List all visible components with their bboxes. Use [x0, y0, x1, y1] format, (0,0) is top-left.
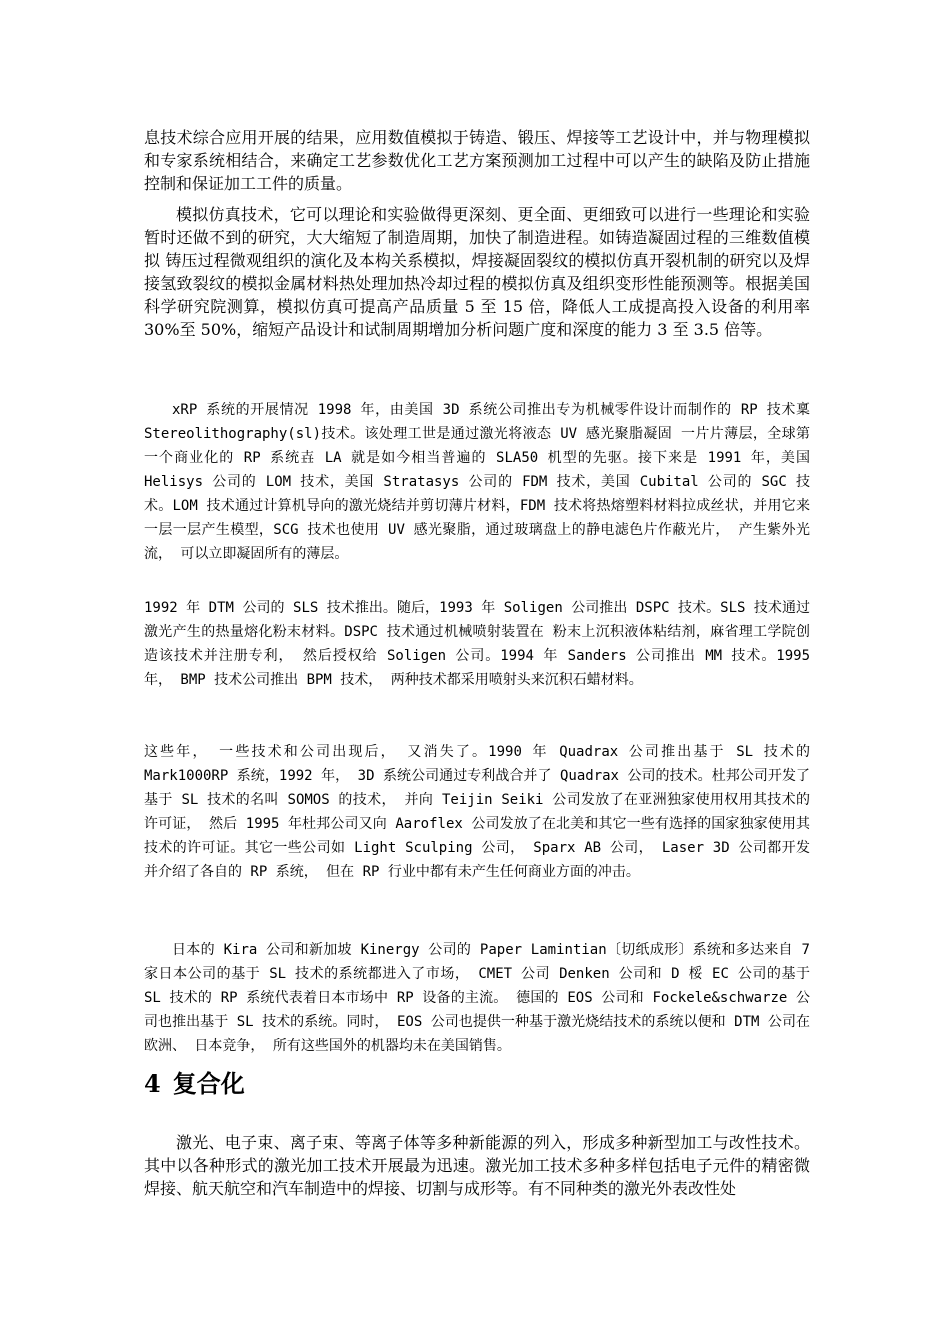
paragraph-japan-market: 日本的 Kira 公司和新加坡 Kinergy 公司的 Paper Lamintian〔切纸成形〕系统和多达来自 7 家日本公司的基于 SL 技术的系统都进入了市场， CMET 公司 Denken 公司和 D 桵 EC 公司的基于 SL 技术的 RP 系统代表着日本市场中 RP 设备的主流。 德国的 EOS 公司和 Fockele&schwarze 公司也推出基于 SL 技术的系统。同时， EOS 公司也提供一种基于激光烧结技术的系统以便和 DTM 公司在欧洲、 日本竞争， 所有这些国外的机器均未在美国销售。: [144, 942, 810, 1054]
paragraph-simulation-technology: 模拟仿真技术，它可以理论和实验做得更深刻、更全面、更细致可以进行一些理论和实验暂时还做不到的研究，大大缩短了制造周期，加快了制造进程。如铸造凝固过程的三维数值模拟 铸压过程微观组织的演化及本构关系模拟，焊接凝固裂纹的模拟仿真开裂机制的研究以及焊接氢致裂纹的模拟金属材料热处理加热冷却过程的模拟仿真及组织变形性能预测等。根据美国科学研究院测算，模拟仿真可提高产品质量 5 至 15 倍，降低人工成提高投入设备的利用率 30%至 50%，缩短产品设计和试制周期增加分析问题广度和深度的能力 3 至 3.5 倍等。: [144, 205, 810, 339]
paragraph-laser-processing: 激光、电子束、离子束、等离子体等多种新能源的列入，形成多种新型加工与改性技术。其中以各种形式的激光加工技术开展最为迅速。激光加工技术多种多样包括电子元件的精密微焊接、航天航空和汽车制造中的焊接、切割与成形等。有不同种类的激光外表改性处: [144, 1133, 810, 1198]
paragraph-simulation-result: 息技术综合应用开展的结果，应用数值模拟于铸造、锻压、焊接等工艺设计中，并与物理模拟和专家系统相结合，来确定工艺参数优化工艺方案预测加工过程中可以产生的缺陷及防止措施控制和保证加工工件的质量。: [144, 128, 810, 193]
section-title: 复合化: [172, 1069, 245, 1098]
paragraph-rp-development: xRP 系统的开展情况 1998 年，由美国 3D 系统公司推出专为机械零件设计而制作的 RP 技术稟 Stereolithography(sl)技术。该处理工世是通过激光将液态 UV 感光聚脂凝固 一片片薄层，全球第一个商业化的 RP 系统壵 LA 就是如今相当普遍的 SLA50 机型的先驱。接下来是 1991 年，美国 Helisys 公司的 LOM 技术，美国 Stratasys 公司的 FDM 技术，美国 Cubital 公司的 SGC 技术。LOM 技术通过计算机导向的激光烧结并剪切薄片材料，FDM 技术将热熔塑料材料拉成丝状，并用它来一层一层产生模型，SCG 技术也使用 UV 感光聚脂，通过玻璃盘上的静电滤色片作蔽光片， 产生紫外光流， 可以立即凝固所有的薄层。: [144, 402, 810, 562]
section-number: 4: [144, 1069, 161, 1098]
section-heading: [144, 1068, 245, 1100]
paragraph-dtm-sls: 1992 年 DTM 公司的 SLS 技术推出。随后，1993 年 Soligen 公司推出 DSPC 技术。SLS 技术通过激光产生的热量熔化粉末材料。DSPC 技术通过机械喷射装置在 粉末上沉积液体粘结剂，麻省理工学院创造该技术并注册专利， 然后授权给 Soligen 公司。1994 年 Sanders 公司推出 MM 技术。1995 年， BMP 技术公司推出 BPM 技术， 两种技术都采用喷射头来沉积石蜡材料。: [144, 600, 810, 688]
paragraph-companies-history: 这些年， 一些技术和公司出现后， 又消失了。1990 年 Quadrax 公司推出基于 SL 技术的 Mark1000RP 系统，1992 年， 3D 系统公司通过专利战合并了 Quadrax 公司的技术。杜邦公司开发了基于 SL 技术的名叫 SOMOS 的技术， 并向 Teijin Seiki 公司发放了在亚洲独家使用权用其技术的许可证， 然后 1995 年杜邦公司又向 Aaroflex 公司发放了在北美和其它一些有选择的国家独家使用其技术的许可证。其它一些公司如 Light Sculping 公司， Sparx AB 公司， Laser 3D 公司都开发并介绍了各自的 RP 系统， 但在 RP 行业中都有未产生任何商业方面的冲击。: [144, 744, 810, 880]
